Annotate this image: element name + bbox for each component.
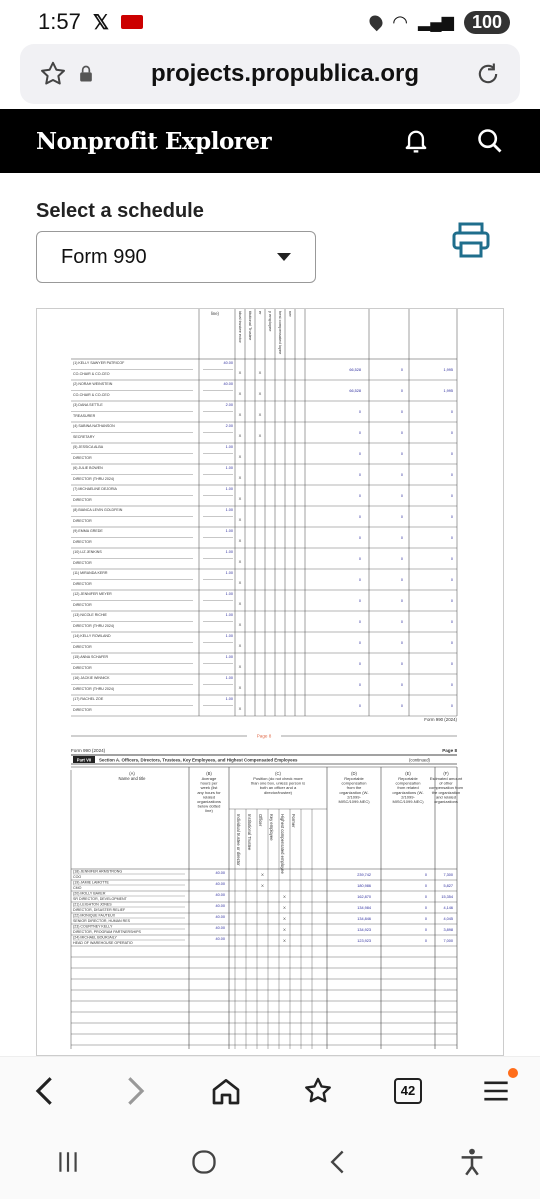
table-row-name: (19) JAMIE LAMOTTE <box>73 880 109 885</box>
table-row-title: DIRECTOR (THRU 2024) <box>73 687 115 691</box>
hours-value: 1.00 <box>225 550 233 554</box>
comp-org-value: 0 <box>358 704 361 708</box>
table-row-name: (21) LEIGHTON JONES <box>73 902 112 907</box>
col-f-text: compensation from <box>428 785 464 791</box>
position-checkmark: X <box>238 517 242 522</box>
comp-related-value: 0 <box>400 536 403 540</box>
other-comp-value: 0 <box>450 578 453 582</box>
other-comp-value: 3,898 <box>443 928 453 932</box>
col-b-text: week (list <box>200 785 218 791</box>
table-row-name: (13) NICOLE RICHIE <box>73 613 107 617</box>
col-b-text: hours per <box>200 780 218 786</box>
table-row-name: (5) JESSICA ALBA <box>73 445 104 449</box>
comp-related-value: 0 <box>424 873 427 877</box>
system-back-icon[interactable] <box>326 1148 350 1176</box>
col-d-text: MISC/1099-NEC) <box>338 799 370 804</box>
col-e-text: compensation <box>395 780 421 786</box>
hours-value: 1.00 <box>225 655 233 659</box>
hours-value: 1.00 <box>225 508 233 512</box>
table-row-title: DIRECTOR <box>73 540 92 544</box>
table-row-title: CMO <box>73 886 82 890</box>
table-row-title: DIRECTOR <box>73 708 92 712</box>
col-a-text: Name and title <box>118 776 146 781</box>
comp-org-value: 239,742 <box>357 873 371 877</box>
col-d-text: 2/1099- <box>347 794 361 800</box>
col-a-label: (A) <box>129 771 135 776</box>
position-subheader: Institutional Trustee <box>247 814 252 851</box>
print-icon[interactable] <box>452 222 490 258</box>
other-comp-value: 7,000 <box>443 939 453 943</box>
table-row-title: DIRECTOR <box>73 498 92 502</box>
column-header-text: idual trustee ector <box>238 311 243 343</box>
other-comp-value: 4,146 <box>443 906 453 910</box>
hours-value: 1.00 <box>225 676 233 680</box>
table-row-name: (22) MONIQUE FAUTEUX <box>73 913 116 918</box>
menu-notification-dot <box>508 1068 518 1078</box>
hours-value: 1.00 <box>225 445 233 449</box>
table-row-name: (15) ANNA SCHAFER <box>73 655 109 659</box>
column-header-text: titutional Trustee <box>248 311 253 341</box>
comp-org-value: 66,528 <box>349 389 361 393</box>
part-label: Part VII <box>76 757 92 763</box>
table-row-name: (8) BIANCA LEVIN GOLDFEIN <box>73 508 123 512</box>
table-row-name: (17) RACHEL ZOE <box>73 697 104 701</box>
table-row-name: (16) JACKIE WINNICK <box>73 676 110 680</box>
table-row-title: TREASURER <box>73 414 96 418</box>
other-comp-value: 1,995 <box>443 368 453 372</box>
x-app-icon: 𝕏 <box>92 11 109 34</box>
table-row-name: (11) MIRANDA KERR <box>73 571 108 575</box>
brand-logo[interactable]: Nonprofit Explorer <box>36 127 272 155</box>
hours-value: 40.00 <box>215 893 225 897</box>
col-c-text: than one box, unless person is <box>250 780 306 786</box>
position-checkmark: X <box>258 412 262 417</box>
position-checkmark: X <box>238 433 242 438</box>
position-checkmark: X <box>238 412 242 417</box>
other-comp-value: 0 <box>450 515 453 519</box>
table-row-title: SR DIRECTOR, DEVELOPMENT <box>73 897 127 901</box>
back-icon[interactable] <box>30 1074 60 1108</box>
other-comp-value: 0 <box>450 431 453 435</box>
table-row-title: DIRECTOR <box>73 519 92 523</box>
comp-org-value: 0 <box>358 557 361 561</box>
bookmark-star-icon[interactable] <box>302 1075 334 1107</box>
schedule-label: Select a schedule <box>36 200 204 222</box>
col-f-text: and related <box>435 794 457 800</box>
col-d-text: compensation <box>341 780 367 786</box>
position-checkmark: X <box>258 370 262 375</box>
status-bar <box>0 0 540 44</box>
position-subheader: Key employee <box>269 814 274 841</box>
position-checkmark: X <box>238 559 242 564</box>
comp-org-value: 66,528 <box>349 368 361 372</box>
table-row-name: (2) NORAH WEINSTEIN <box>73 382 113 386</box>
column-header-text: ner <box>288 311 293 317</box>
table-row-title: DIRECTOR <box>73 582 92 586</box>
position-checkmark: X <box>261 883 264 888</box>
comp-related-value: 0 <box>400 494 403 498</box>
menu-icon[interactable] <box>482 1079 510 1103</box>
comp-related-value: 0 <box>400 641 403 645</box>
position-subheader: Individual trustee or director <box>236 814 241 866</box>
hours-value: 1.00 <box>225 571 233 575</box>
position-checkmark: X <box>238 538 242 543</box>
table-row-name: (23) COURTNEY KELLY <box>73 924 113 929</box>
col-f-label: (F) <box>443 771 449 776</box>
other-comp-value: 0 <box>450 410 453 414</box>
col-d-text: organization (W- <box>339 789 369 795</box>
comp-related-value: 0 <box>400 620 403 624</box>
comp-related-value: 0 <box>400 578 403 582</box>
comp-related-value: 0 <box>400 515 403 519</box>
comp-related-value: 0 <box>400 410 403 414</box>
position-checkmark: X <box>258 391 262 396</box>
comp-org-value: 0 <box>358 410 361 414</box>
status-time: 1:57 <box>38 9 81 34</box>
lock-icon <box>76 64 96 84</box>
section-continued: (continued) <box>409 757 430 763</box>
form-page-image <box>37 309 504 1056</box>
table-row-title: DIRECTOR <box>73 666 92 670</box>
table-row-title: DIRECTOR <box>73 561 92 565</box>
other-comp-value: 1,995 <box>443 389 453 393</box>
position-subheader: Officer <box>258 814 263 827</box>
other-comp-value: 0 <box>450 473 453 477</box>
hours-value: 40.00 <box>223 382 233 386</box>
search-icon[interactable] <box>476 127 504 155</box>
comp-related-value: 0 <box>400 368 403 372</box>
other-comp-value: 0 <box>450 662 453 666</box>
column-header-text: line) <box>211 311 219 316</box>
position-checkmark: X <box>238 391 242 396</box>
schedule-selected-value: Form 990 <box>61 245 147 268</box>
forward-icon[interactable] <box>120 1074 150 1108</box>
comp-org-value: 134,846 <box>357 917 371 921</box>
hours-value: 2.00 <box>225 403 233 407</box>
position-checkmark: X <box>261 872 264 877</box>
comp-related-value: 0 <box>400 473 403 477</box>
form-header-right: Page 8 <box>442 748 457 753</box>
hours-value: 1.00 <box>225 487 233 491</box>
table-row-title: DIRECTOR <box>73 603 92 607</box>
home-icon[interactable] <box>210 1075 242 1107</box>
form-header-left: Form 990 (2024) <box>71 748 106 753</box>
col-f-text: Estimated amount <box>429 776 463 781</box>
other-comp-value: 0 <box>450 452 453 456</box>
hours-value: 1.00 <box>225 613 233 617</box>
column-header-text: er <box>258 311 263 315</box>
form-990-document[interactable] <box>36 308 504 1056</box>
comp-org-value: 180,986 <box>357 884 371 888</box>
table-row-name: (14) KELLY ROWLAND <box>73 634 111 638</box>
table-row-title: SENIOR DIRECTOR, HUMAN RES <box>73 919 131 923</box>
table-row-title: DIRECTOR, DISASTER RELIEF <box>73 908 126 912</box>
url-bar[interactable] <box>20 44 520 104</box>
comp-org-value: 0 <box>358 662 361 666</box>
col-c-text: both an officer and a <box>259 785 297 791</box>
home-button-icon[interactable] <box>190 1148 218 1176</box>
comp-related-value: 0 <box>424 939 427 943</box>
comp-related-value: 0 <box>400 557 403 561</box>
comp-org-value: 134,984 <box>357 906 371 910</box>
col-d-text: Reportable <box>344 776 364 781</box>
other-comp-value: 0 <box>450 641 453 645</box>
hours-value: 1.00 <box>225 592 233 596</box>
other-comp-value: 0 <box>450 494 453 498</box>
position-checkmark: X <box>238 454 242 459</box>
tabs-button[interactable]: 42 <box>394 1078 422 1104</box>
col-d-label: (D) <box>351 771 357 776</box>
col-b-text: organizations <box>197 799 221 804</box>
col-c-text: Position (do not check more <box>253 776 303 781</box>
col-e-label: (E) <box>405 771 411 776</box>
comp-org-value: 0 <box>358 473 361 477</box>
table-row-title: DIRECTOR (THRU 2024) <box>73 477 115 481</box>
schedule-select[interactable] <box>36 231 316 283</box>
system-navigation-bar <box>0 1124 540 1199</box>
comp-org-value: 0 <box>358 620 361 624</box>
comp-related-value: 0 <box>424 884 427 888</box>
position-checkmark: X <box>283 938 286 943</box>
comp-related-value: 0 <box>424 928 427 932</box>
table-row-title: HEAD OF WAREHOUSE OPERATIO <box>73 941 133 945</box>
col-f-text: of other <box>439 780 453 786</box>
page-marker: Page 8 <box>256 733 272 739</box>
position-checkmark: X <box>283 905 286 910</box>
other-comp-value: 0 <box>450 557 453 561</box>
site-header <box>0 109 540 173</box>
url-text[interactable]: projects.propublica.org <box>150 60 420 87</box>
table-row-name: (3) DANA SETTLE <box>73 403 103 407</box>
comp-related-value: 0 <box>400 389 403 393</box>
hours-value: 40.00 <box>223 361 233 365</box>
other-comp-value: 0 <box>450 704 453 708</box>
col-e-text: from related <box>397 785 419 791</box>
col-b-text: line) <box>205 808 213 814</box>
hours-value: 40.00 <box>215 871 225 875</box>
other-comp-value: 5,827 <box>443 884 453 888</box>
comp-related-value: 0 <box>400 452 403 456</box>
comp-org-value: 0 <box>358 578 361 582</box>
comp-org-value: 0 <box>358 452 361 456</box>
comp-related-value: 0 <box>400 683 403 687</box>
signal-icon: ▂▄▆ <box>418 14 454 31</box>
col-f-text: organizations <box>434 799 458 804</box>
col-e-text: MISC/1099-NEC) <box>392 799 424 804</box>
col-b-text: Average <box>201 776 217 781</box>
table-row-title: DIRECTOR (THRU 2024) <box>73 624 115 628</box>
col-e-text: Reportable <box>398 776 418 781</box>
col-b-label: (B) <box>206 771 212 776</box>
other-comp-value: 0 <box>450 683 453 687</box>
comp-related-value: 0 <box>424 917 427 921</box>
position-checkmark: X <box>238 370 242 375</box>
table-row-name: (7) MICHAELINE DEJORIA <box>73 487 117 491</box>
position-checkmark: X <box>238 664 242 669</box>
comp-related-value: 0 <box>400 599 403 603</box>
col-c-text: director/trustee) <box>263 789 293 795</box>
comp-related-value: 0 <box>400 704 403 708</box>
col-f-text: the organization <box>431 789 461 795</box>
comp-org-value: 123,923 <box>357 939 371 943</box>
table-row-name: (24) MICHAEL BOURJAILY <box>73 935 117 940</box>
comp-org-value: 0 <box>358 641 361 645</box>
table-row-name: (1) KELLY SAWYER PATRICOF <box>73 361 125 365</box>
hours-value: 40.00 <box>215 882 225 886</box>
position-subheader: Former <box>291 814 296 828</box>
other-comp-value: 4,045 <box>443 917 453 921</box>
column-header-text: hest compensated loyee <box>278 311 283 355</box>
reload-icon[interactable] <box>474 60 502 88</box>
other-comp-value: 0 <box>450 620 453 624</box>
recent-apps-icon[interactable] <box>54 1149 82 1175</box>
col-b-text: below dotted <box>197 803 221 809</box>
other-comp-value: 0 <box>450 536 453 540</box>
table-row-name: (12) JENNIFER MEYER <box>73 592 112 596</box>
bell-icon[interactable] <box>402 126 430 156</box>
table-row-name: (10) LIZ JENKINS <box>73 550 102 554</box>
hours-value: 1.00 <box>225 529 233 533</box>
position-checkmark: X <box>283 927 286 932</box>
table-row-name: (6) JULIE BOWEN <box>73 466 103 470</box>
table-row-title: SECRETARY <box>73 435 95 439</box>
position-checkmark: X <box>238 580 242 585</box>
comp-org-value: 0 <box>358 431 361 435</box>
position-checkmark: X <box>238 496 242 501</box>
table-row-title: COO <box>73 875 82 879</box>
hours-value: 40.00 <box>215 904 225 908</box>
position-checkmark: X <box>238 706 242 711</box>
hours-value: 40.00 <box>215 926 225 930</box>
comp-org-value: 0 <box>358 494 361 498</box>
col-b-text: related <box>202 794 216 800</box>
position-checkmark: X <box>283 894 286 899</box>
comp-org-value: 162,870 <box>357 895 371 899</box>
table-row-title: DIRECTOR <box>73 645 92 649</box>
position-checkmark: X <box>283 916 286 921</box>
browser-toolbar <box>0 1056 540 1124</box>
position-subheader: Highest compensated employee <box>280 814 285 874</box>
cvs-app-icon <box>121 15 143 29</box>
hours-value: 1.00 <box>225 466 233 470</box>
col-d-text: from the <box>346 785 362 791</box>
comp-org-value: 134,923 <box>357 928 371 932</box>
position-checkmark: X <box>258 433 262 438</box>
hours-value: 40.00 <box>215 915 225 919</box>
col-b-text: any hours for <box>197 789 221 795</box>
table-row-title: DIRECTOR, PROGRAM PARTNERSHIPS <box>73 930 141 934</box>
section-title: Section A. Officers, Directors, Trustees, Key Employees, and Highest Compensated Employees <box>99 757 298 763</box>
col-e-text: 2/1099- <box>401 794 415 800</box>
comp-org-value: 0 <box>358 515 361 519</box>
comp-related-value: 0 <box>400 431 403 435</box>
accessibility-icon[interactable] <box>458 1147 486 1177</box>
wifi-icon: ◠ <box>392 11 408 32</box>
comp-org-value: 0 <box>358 683 361 687</box>
comp-related-value: 0 <box>424 895 427 899</box>
column-header-text: y employee <box>268 311 273 332</box>
battery-indicator: 100 <box>464 11 510 34</box>
comp-related-value: 0 <box>424 906 427 910</box>
position-checkmark: X <box>238 622 242 627</box>
other-comp-value: 7,300 <box>443 873 453 877</box>
table-row-name: (18) JENNIFER ARMSTRONG <box>73 869 123 874</box>
location-icon <box>367 13 385 31</box>
position-checkmark: X <box>238 601 242 606</box>
other-comp-value: 15,354 <box>441 895 453 899</box>
hours-value: 1.00 <box>225 697 233 701</box>
table-row-title: CO-CHAIR & CO-CEO <box>73 393 110 397</box>
col-e-text: organizations (W- <box>392 789 424 795</box>
hours-value: 40.00 <box>215 937 225 941</box>
other-comp-value: 0 <box>450 599 453 603</box>
comp-related-value: 0 <box>400 662 403 666</box>
comp-org-value: 0 <box>358 599 361 603</box>
table-row-name: (9) EMMA GREDE <box>73 529 103 533</box>
star-icon[interactable] <box>38 59 68 89</box>
chevron-down-icon <box>277 253 291 261</box>
table-row-name: (20) MOLLY BAKER <box>73 891 106 896</box>
position-checkmark: X <box>238 685 242 690</box>
comp-org-value: 0 <box>358 536 361 540</box>
form-footer: Form 990 (2024) <box>424 717 457 722</box>
table-row-title: DIRECTOR <box>73 456 92 460</box>
position-checkmark: X <box>238 643 242 648</box>
table-row-title: CO-CHAIR & CO-CEO <box>73 372 110 376</box>
hours-value: 1.00 <box>225 634 233 638</box>
hours-value: 2.00 <box>225 424 233 428</box>
col-c-label: (C) <box>275 771 281 776</box>
table-row-name: (4) SABINA NATHANSON <box>73 424 115 428</box>
position-checkmark: X <box>238 475 242 480</box>
